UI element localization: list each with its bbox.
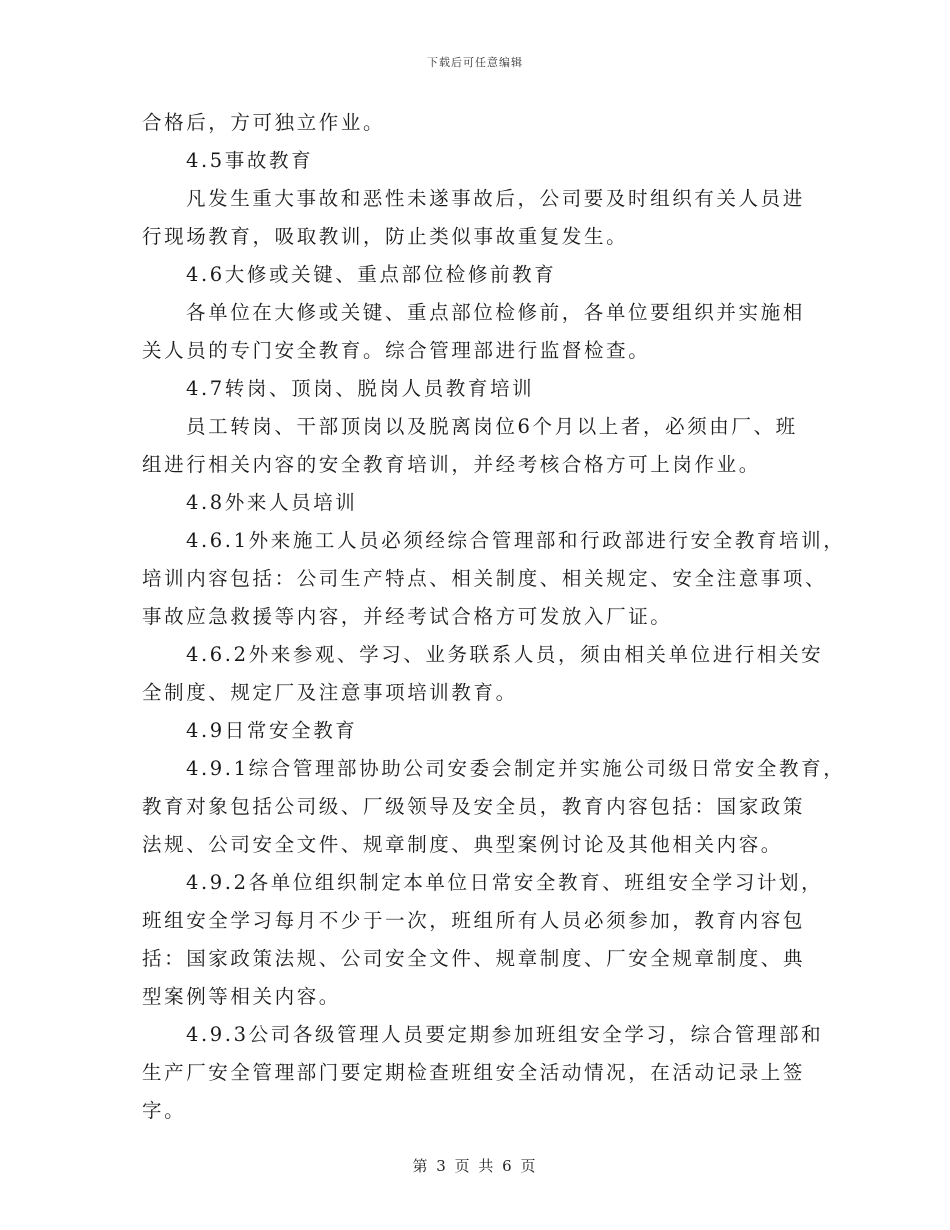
text-line: 员工转岗、干部顶岗以及脱离岗位6个月以上者，必须由厂、班: [186, 415, 798, 438]
page-footer: 第 3 页 共 6 页: [412, 1157, 538, 1175]
text-line: 行现场教育，吸取教训，防止类似事故重复发生。: [142, 225, 629, 248]
text-line: 组进行相关内容的安全教育培训，并经考核合格方可上岗作业。: [142, 453, 761, 476]
text-line: 法规、公司安全文件、规章制度、典型案例讨论及其他相关内容。: [142, 833, 783, 856]
text-line: 班组安全学习每月不少于一次，班组所有人员必须参加，教育内容包: [142, 909, 806, 932]
text-line: 4.9.2各单位组织制定本单位日常安全教育、班组安全学习计划，: [186, 871, 824, 894]
text-line: 生产厂安全管理部门要定期检查班组安全活动情况，在活动记录上签: [142, 1061, 806, 1084]
text-line: 4.6.1外来施工人员必须经综合管理部和行政部进行安全教育培训，: [186, 529, 846, 552]
text-line: 合格后，方可独立作业。: [142, 111, 386, 134]
document-body: [142, 104, 846, 1130]
text-line: 教育对象包括公司级、厂级领导及安全员，教育内容包括：国家政策: [142, 795, 806, 818]
text-line: 4.6大修或关键、重点部位检修前教育: [186, 263, 557, 286]
text-line: 各单位在大修或关键、重点部位检修前，各单位要组织并实施相: [186, 301, 805, 324]
text-line: 括：国家政策法规、公司安全文件、规章制度、厂安全规章制度、典: [142, 947, 806, 970]
page-header: 下载后可任意编辑: [427, 56, 523, 69]
text-line: 型案例等相关内容。: [142, 985, 341, 1008]
text-line: 字。: [142, 1099, 187, 1122]
text-line: 事故应急救援等内容，并经考试合格方可发放入厂证。: [142, 605, 673, 628]
text-line: 凡发生重大事故和恶性未遂事故后，公司要及时组织有关人员进: [186, 187, 805, 210]
text-line: 4.9日常安全教育: [186, 719, 358, 742]
text-line: 4.6.2外来参观、学习、业务联系人员，须由相关单位进行相关安: [186, 643, 824, 666]
text-line: 4.7转岗、顶岗、脱岗人员教育培训: [186, 377, 535, 400]
text-line: 全制度、规定厂及注意事项培训教育。: [142, 681, 518, 704]
text-line: 4.9.3公司各级管理人员要定期参加班组安全学习，综合管理部和: [186, 1023, 824, 1046]
text-line: 4.8外来人员培训: [186, 491, 358, 514]
text-line: 4.9.1综合管理部协助公司安委会制定并实施公司级日常安全教育，: [186, 757, 846, 780]
text-line: 培训内容包括：公司生产特点、相关制度、相关规定、安全注意事项、: [142, 567, 828, 590]
text-line: 4.5事故教育: [186, 149, 314, 172]
text-line: 关人员的专门安全教育。综合管理部进行监督检查。: [142, 339, 651, 362]
